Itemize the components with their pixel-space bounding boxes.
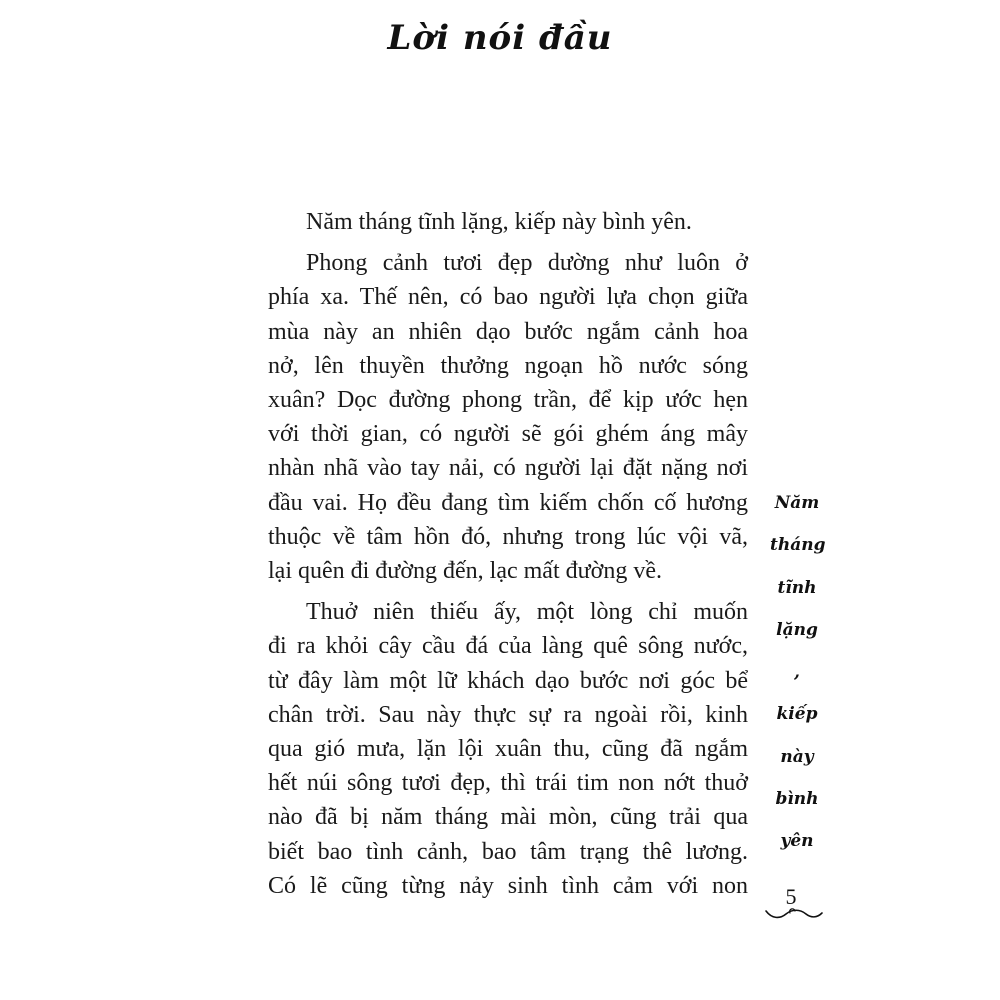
running-title-word: kiếp: [776, 704, 818, 725]
text-line: nào đã bị năm tháng mài mòn, cũng trải qua: [268, 804, 748, 831]
text-line: hết núi sông tươi đẹp, thì trái tim non nớt thuở: [268, 770, 748, 797]
text-line: Năm tháng tĩnh lặng, kiếp này bình yên.: [306, 209, 692, 235]
text-line: chân trời. Sau này thực sự ra ngoài rồi, kinh: [268, 701, 748, 728]
text-line: mùa này an nhiên dạo bước ngắm cảnh hoa: [268, 318, 748, 345]
text-line: qua gió mưa, lặn lội xuân thu, cũng đã ngắm: [268, 736, 748, 763]
running-title-word: này: [780, 746, 814, 767]
running-title-vertical: [770, 495, 824, 876]
page-number: 5: [785, 884, 797, 909]
text-line: đi ra khỏi cây cầu đá của làng quê sông nước,: [268, 633, 748, 660]
text-line: đầu vai. Họ đều đang tìm kiếm chốn cố hương: [268, 489, 748, 516]
text-line: từ đây làm một lữ khách dạo bước nơi góc bể: [268, 667, 748, 694]
paragraph-2: [268, 246, 748, 588]
text-line: lại quên đi đường đến, lạc mất đường về.: [268, 558, 662, 585]
text-line: Phong cảnh tươi đẹp dường như luôn ở: [306, 250, 748, 277]
running-title-word: Năm: [774, 493, 820, 513]
running-title-word: lặng: [776, 619, 818, 640]
text-line: nhàn nhã vào tay nải, có người lại đặt nặng nơi: [268, 455, 748, 482]
text-line: Có lẽ cũng từng nảy sinh tình cảm với non: [268, 872, 748, 899]
text-line: nở, lên thuyền thưởng ngoạn hồ nước sóng: [268, 352, 748, 379]
text-line: xuân? Dọc đường phong trần, để kịp ước hẹn: [268, 387, 748, 414]
text-line: biết bao tình cảnh, bao tâm trạng thê lương.: [268, 838, 748, 865]
text-line: Thuở niên thiếu ấy, một lòng chỉ muốn: [306, 599, 748, 626]
paragraph-1: [268, 205, 748, 239]
paragraph-3: [268, 595, 748, 903]
flourish-ornament-icon: [764, 905, 824, 923]
text-line: phía xa. Thế nên, có bao người lựa chọn giữa: [268, 284, 748, 311]
running-title-word: ,: [794, 662, 800, 683]
body-text: [268, 205, 748, 903]
running-title-word: bình: [775, 789, 819, 810]
text-line: với thời gian, có người sẽ gói ghém áng mây: [268, 421, 748, 448]
running-title-word: tháng: [770, 535, 826, 556]
text-line: thuộc về tâm hồn đó, nhưng trong lúc vội vã,: [268, 523, 748, 550]
chapter-title: Lời nói đầu: [387, 18, 613, 58]
running-title-word: yên: [780, 831, 814, 852]
running-title-word: tĩnh: [777, 577, 817, 598]
